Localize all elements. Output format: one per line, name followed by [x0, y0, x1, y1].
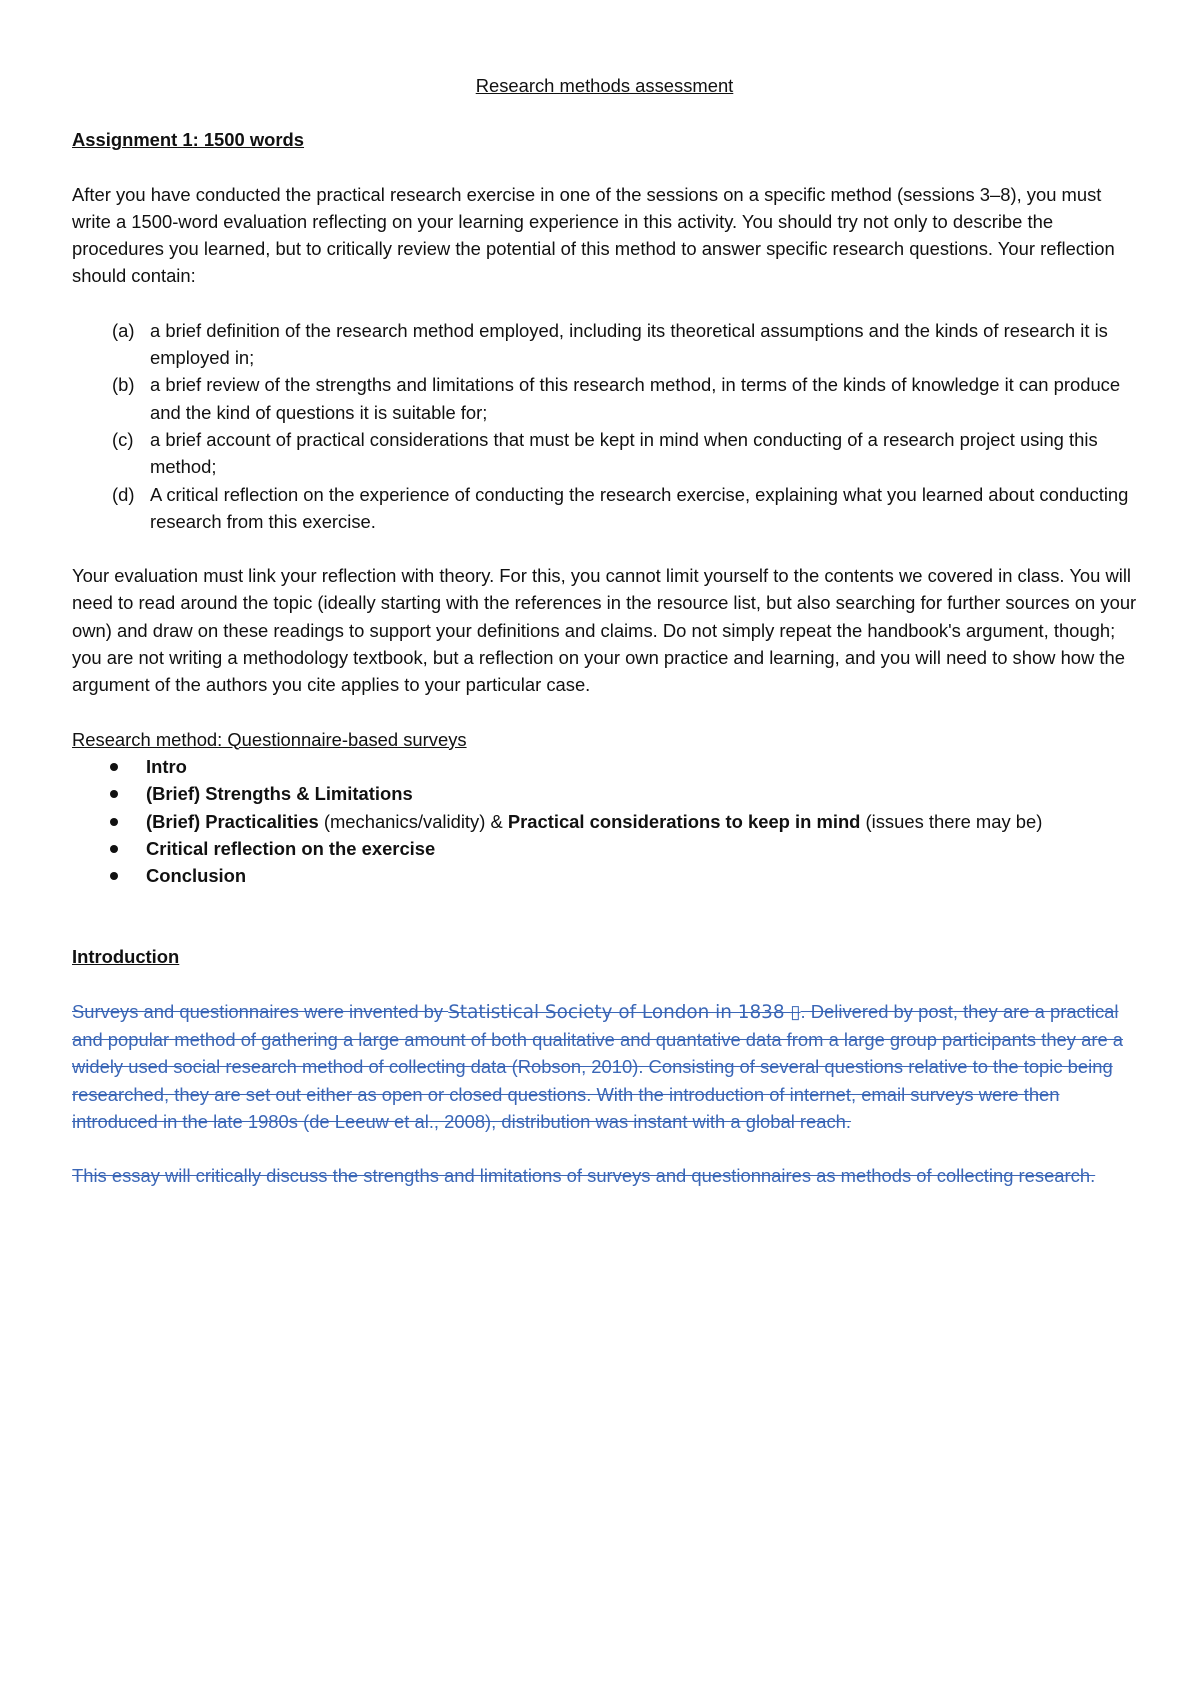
list-marker: (b): [112, 374, 135, 396]
list-item-text: a brief account of practical considerations that must be kept in mind when conducting of a research project using this method;: [150, 428, 1098, 478]
list-item: [72, 753, 1137, 780]
outline-strengths: (Brief) Strengths & Limitations: [146, 783, 413, 805]
outline-considerations-note: (issues there may be): [860, 810, 1043, 832]
list-marker: (d): [112, 483, 135, 505]
list-item: [72, 481, 1137, 536]
evaluation-paragraph: Your evaluation must link your reflection with theory. For this, you cannot limit yourself to the contents we covered in class. You will need to read around the topic (ideally starting with the references in the resource list, but also searching for further sources on your own) and draw on these readings to support your definitions and claims. Do not simply repeat the handbook's argument, though; you are not writing a methodology textbook, but a reflection on your own practice and learning, and you will need to show how the argument of the authors you cite applies to your particular case.: [72, 565, 1137, 696]
list-marker: (a): [112, 319, 135, 341]
bullet-icon: [110, 872, 118, 880]
research-method-label: Research method: Questionnaire-based surveys: [72, 728, 467, 750]
introduction-text-start: Surveys and questionnaires were invented by: [72, 1000, 449, 1022]
bullet-icon: [110, 818, 118, 826]
outline-considerations: Practical considerations to keep in mind: [507, 810, 861, 832]
list-item: [72, 317, 1137, 372]
requirements-list: [72, 317, 1137, 535]
introduction-paragraph: [72, 998, 1137, 1135]
outline-critical: Critical reflection on the exercise: [146, 837, 436, 859]
introduction-heading: Introduction: [72, 946, 180, 968]
list-item: [72, 371, 1137, 426]
bullet-icon: [110, 763, 118, 771]
document-title: Research methods assessment: [475, 75, 734, 96]
list-item: [72, 862, 1137, 889]
missing-glyph-icon: ▯: [790, 1001, 801, 1023]
list-item: [72, 835, 1137, 862]
outline-practicalities-note: (mechanics/validity) &: [318, 810, 508, 832]
introduction-paragraph-2: This essay will critically discuss the strengths and limitations of surveys and questionnaires as methods of collecting research.: [72, 1165, 1096, 1187]
introduction-text-citation: Statistical Society of London in 1838: [448, 1001, 791, 1023]
bullet-icon: [110, 790, 118, 798]
outline-intro: Intro: [146, 755, 187, 777]
list-item: [72, 780, 1137, 807]
bullet-icon: [110, 845, 118, 853]
list-item-text: A critical reflection on the experience of conducting the research exercise, explaining what you learned about conducting research from this exercise.: [150, 483, 1129, 532]
list-item-text: a brief review of the strengths and limitations of this research method, in terms of the kinds of knowledge it can produce and the kind of questions it is suitable for;: [150, 374, 1121, 423]
introduction-text-rest: . Delivered by post, they are a practical and popular method of gathering a large amount of both qualitative and quantative data from a large group participants they are a widely used social research method of collecting data (Robson, 2010). Consisting of several questions relative to the topic being researched, they are set out either as open or closed questions. With the introduction of internet, email surveys were then introduced in the late 1980s (de Leeuw et al., 2008), distribution was instant with a global reach.: [72, 1000, 1124, 1132]
list-item-text: a brief definition of the research method employed, including its theoretical assumptions and the kinds of research it is employed in;: [150, 319, 1108, 369]
list-marker: (c): [112, 428, 134, 450]
intro-paragraph: After you have conducted the practical research exercise in one of the sessions on a specific method (sessions 3–8), you must write a 1500-word evaluation reflecting on your learning experience in this activity. You should try not only to describe the procedures you learned, but to critically review the potential of this method to answer specific research questions. Your reflection should contain:: [72, 183, 1115, 287]
document-page: [72, 72, 1137, 1217]
list-item: [72, 808, 1137, 835]
assignment-heading: Assignment 1: 1500 words: [72, 129, 305, 151]
outline-conclusion: Conclusion: [146, 865, 247, 887]
outline-list: [72, 753, 1137, 889]
list-item: [72, 426, 1137, 481]
outline-practicalities: (Brief) Practicalities: [146, 810, 319, 832]
